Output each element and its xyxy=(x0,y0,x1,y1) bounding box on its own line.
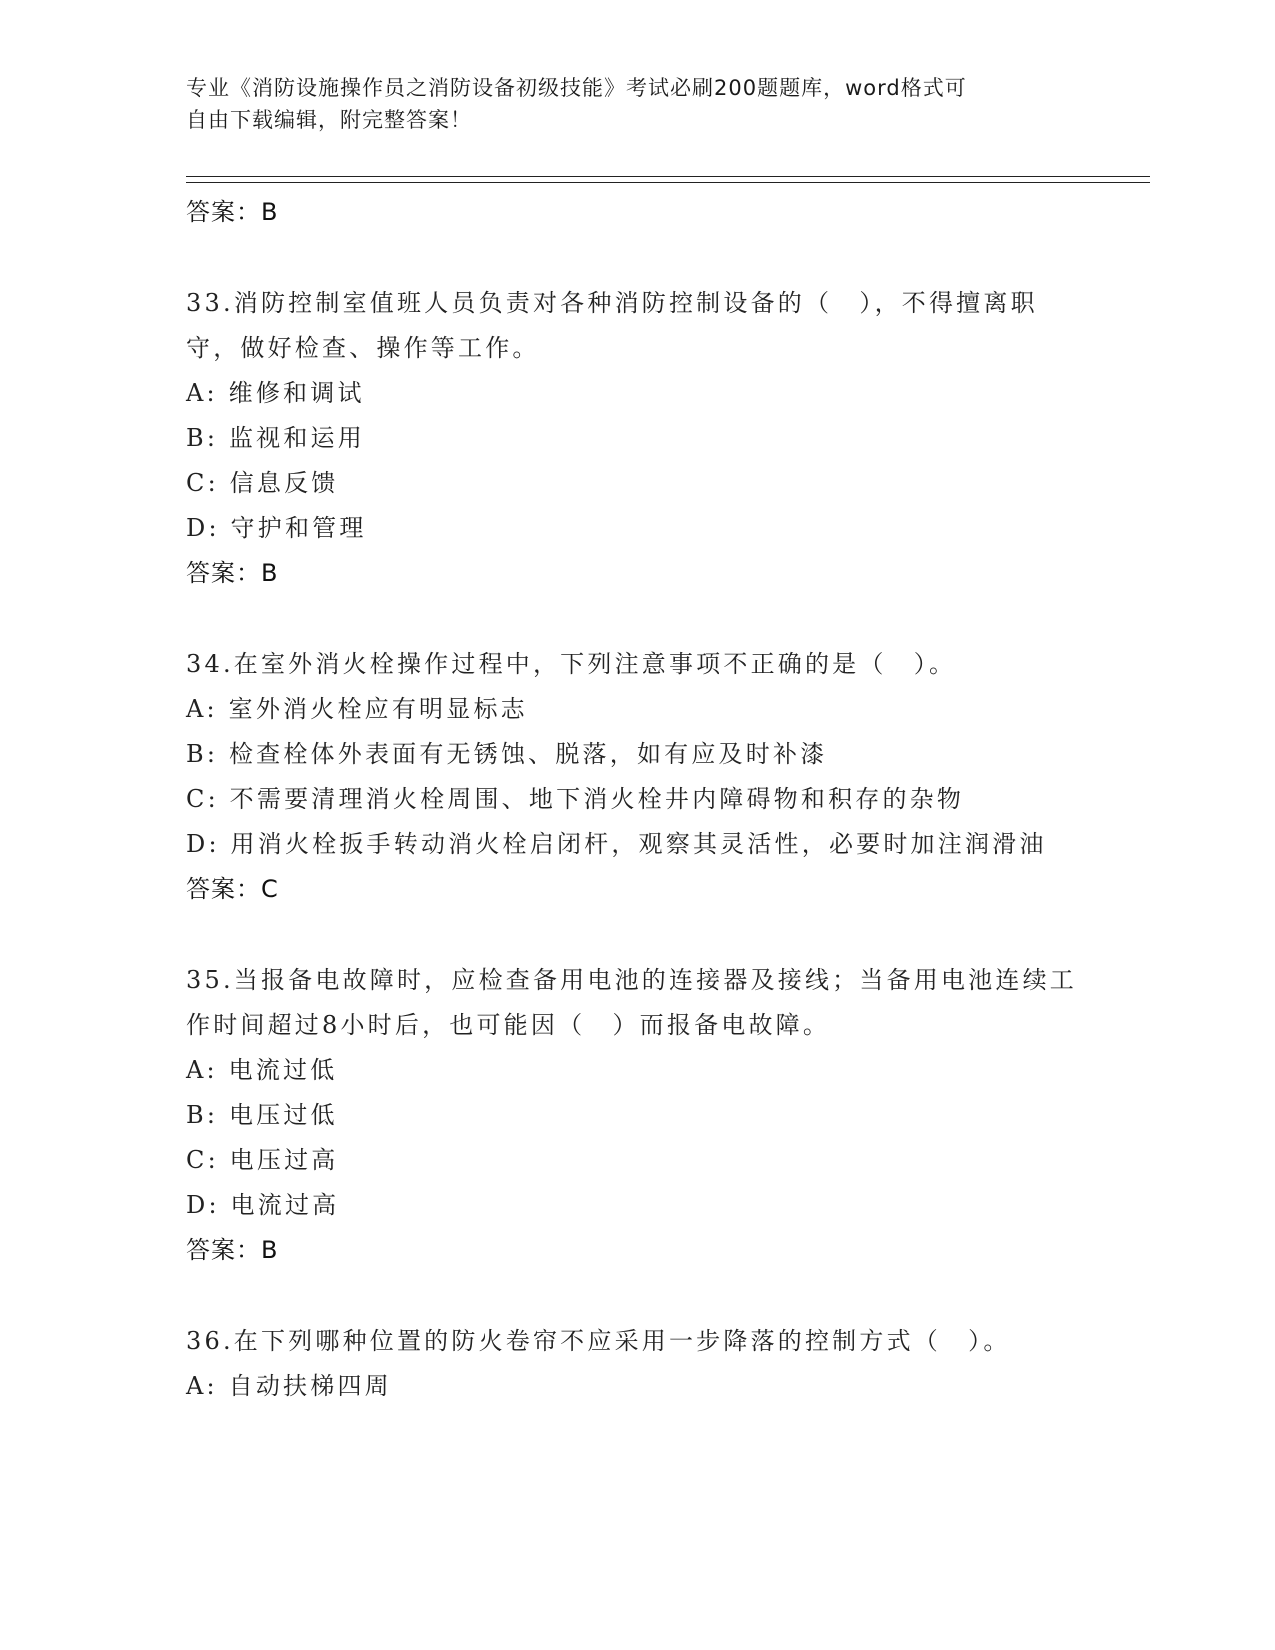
answer-line: 答案：B xyxy=(186,198,279,226)
answer-line: 答案：B xyxy=(186,1236,279,1264)
question-stem: 36.在下列哪种位置的防火卷帘不应采用一步降落的控制方式（ ）。 xyxy=(186,1327,1011,1355)
question-stem: 34.在室外消火栓操作过程中，下列注意事项不正确的是（ ）。 xyxy=(186,650,957,678)
option-a: A: 电流过低 xyxy=(186,1056,338,1084)
option-d: D: 用消火栓扳手转动消火栓启闭杆，观察其灵活性，必要时加注润滑油 xyxy=(186,830,1047,858)
question-35 xyxy=(186,958,1086,1273)
option-d: D: 电流过高 xyxy=(186,1191,340,1219)
question-33 xyxy=(186,281,1086,596)
option-b: B: 检查栓体外表面有无锈蚀、脱落，如有应及时补漆 xyxy=(186,740,828,768)
answer-line: 答案：B xyxy=(186,559,279,587)
option-a: A: 自动扶梯四周 xyxy=(186,1372,392,1400)
question-34 xyxy=(186,642,1086,912)
option-d: D: 守护和管理 xyxy=(186,514,367,542)
option-c: C: 电压过高 xyxy=(186,1146,339,1174)
option-b: B: 监视和运用 xyxy=(186,424,365,452)
option-c: C: 不需要清理消火栓周围、地下消火栓井内障碍物和积存的杂物 xyxy=(186,785,965,813)
question-stem: 33.消防控制室值班人员负责对各种消防控制设备的（ ），不得擅离职守，做好检查、操作等工作。 xyxy=(186,289,1038,362)
header-divider-bottom xyxy=(186,182,1150,183)
option-a: A: 维修和调试 xyxy=(186,379,365,407)
header-line-1: 专业《消防设施操作员之消防设备初级技能》考试必刷200题题库，word格式可 xyxy=(186,76,967,100)
header-line-2: 自由下载编辑，附完整答案！ xyxy=(186,108,472,132)
header-divider-top xyxy=(186,176,1150,177)
answer-line: 答案：C xyxy=(186,875,279,903)
option-a: A: 室外消火栓应有明显标志 xyxy=(186,695,528,723)
document-header xyxy=(186,72,1066,136)
question-36 xyxy=(186,1319,1086,1409)
question-list xyxy=(186,190,1086,1409)
option-b: B: 电压过低 xyxy=(186,1101,338,1129)
option-c: C: 信息反馈 xyxy=(186,469,339,497)
question-stem: 35.当报备电故障时，应检查备用电池的连接器及接线；当备用电池连续工作时间超过8小时后，也可能因（ ）而报备电故障。 xyxy=(186,966,1077,1039)
